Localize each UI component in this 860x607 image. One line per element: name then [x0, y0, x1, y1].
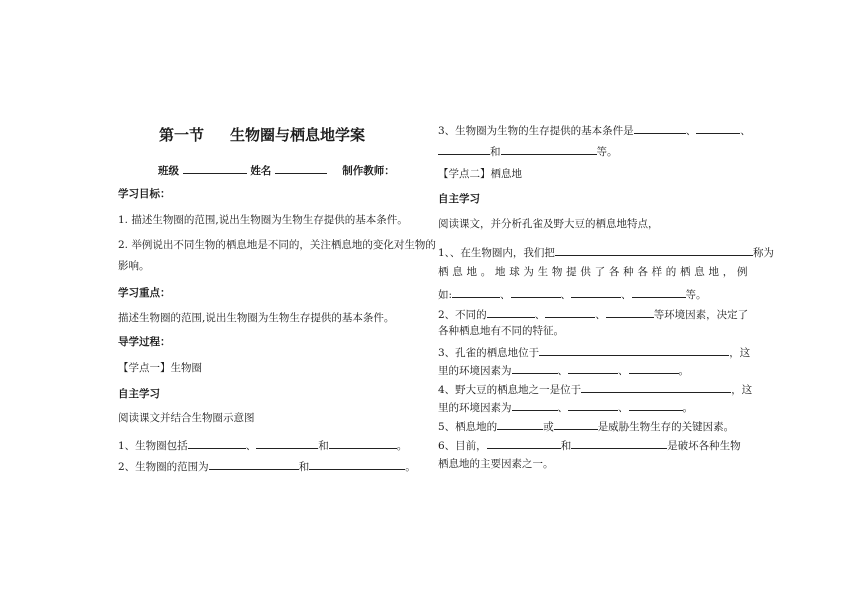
blank[interactable]: [497, 418, 543, 430]
blank[interactable]: [438, 143, 490, 155]
class-label: 班级: [158, 165, 179, 177]
page-title: [159, 128, 365, 142]
blank[interactable]: [487, 437, 561, 449]
blank[interactable]: [512, 399, 558, 411]
blank[interactable]: [329, 437, 397, 449]
blank[interactable]: [511, 286, 561, 298]
blank[interactable]: [487, 306, 535, 318]
goal-item-1: 1. 描述生物圈的范围,说出生物圈为生物生存提供的基本条件。: [118, 214, 408, 226]
blank[interactable]: [581, 381, 731, 393]
point2-question-2: 2、不同的 、 、 等环境因素，决定了: [438, 306, 748, 322]
blank[interactable]: [554, 418, 598, 430]
point2-question-3-cont: 里的环境因素为 、 、 。: [438, 362, 689, 378]
point2-question-2-cont: 各种栖息地有不同的特征。: [438, 325, 564, 337]
blank[interactable]: [571, 286, 621, 298]
point1-reading: 阅读课文并结合生物圈示意图: [118, 412, 255, 424]
point2-label: 【学点二】栖息地: [438, 168, 522, 180]
key-points-text: 描述生物圈的范围,说出生物圈为生物生存提供的基本条件。: [118, 312, 395, 324]
point2-question-1-cont: 栖 息 地 。 地 球 为 生 物 提 供 了 各 种 各 样 的 栖 息 地 ， 例: [438, 266, 748, 278]
blank[interactable]: [634, 122, 686, 134]
blank[interactable]: [545, 306, 595, 318]
point2-reading: 阅读课文，并分析孔雀及野大豆的栖息地特点，: [438, 218, 659, 230]
point1-self-study: 自主学习: [118, 388, 160, 400]
point1-question-3-cont: 和 等。: [438, 143, 618, 159]
blank[interactable]: [512, 362, 558, 374]
point2-question-5: 5、栖息地的 或 是威胁生物生存的关键因素。: [438, 418, 734, 434]
goal-item-2: 2. 举例说出不同生物的栖息地是不同的，关注栖息地的变化对生物的: [118, 239, 436, 251]
point2-question-3: 3、孔雀的栖息地位于 ，这: [438, 344, 750, 360]
class-blank[interactable]: [183, 162, 247, 174]
header-fields: [158, 162, 395, 178]
name-label: 姓名: [250, 165, 272, 177]
blank[interactable]: [256, 437, 318, 449]
point2-question-4: 4、野大豆的栖息地之一是位于 ，这: [438, 381, 752, 397]
blank[interactable]: [539, 344, 729, 356]
section-title: 生物圈与栖息地学案: [230, 126, 366, 144]
key-points-heading: 学习重点：: [118, 287, 171, 299]
goal-item-2-cont: 影响。: [118, 260, 150, 272]
blank[interactable]: [571, 437, 667, 449]
name-blank[interactable]: [275, 162, 327, 174]
process-heading: 导学过程：: [118, 336, 171, 348]
blank[interactable]: [501, 143, 597, 155]
point1-question-2: 2、生物圈的范围为 和 。: [118, 458, 416, 474]
point2-question-6: 6、目前， 和 是破坏各种生物: [438, 437, 741, 453]
point2-question-6-cont: 栖息地的主要因素之一。: [438, 458, 554, 470]
point2-question-1-examples: 如: 、 、 、 等。: [438, 286, 707, 302]
blank[interactable]: [209, 458, 299, 470]
blank[interactable]: [632, 286, 686, 298]
point2-question-1: 1、、在生物圈内，我们把 称为: [438, 244, 774, 260]
point2-question-4-cont: 里的环境因素为 、 、 。: [438, 399, 693, 415]
point2-self-study: 自主学习: [438, 193, 480, 205]
blank[interactable]: [696, 122, 740, 134]
blank[interactable]: [188, 437, 246, 449]
point1-question-1: 1、生物圈包括 、 和 。: [118, 437, 407, 453]
blank[interactable]: [606, 306, 654, 318]
section-number: 第一节: [159, 126, 205, 144]
teacher-label: 制作教师：: [342, 165, 395, 177]
blank[interactable]: [568, 362, 618, 374]
blank[interactable]: [568, 399, 618, 411]
blank[interactable]: [629, 362, 679, 374]
blank[interactable]: [452, 286, 500, 298]
blank[interactable]: [555, 244, 753, 256]
blank[interactable]: [629, 399, 683, 411]
point1-question-3: 3、生物圈为生物的生存提供的基本条件是 、 、: [438, 122, 751, 138]
goals-heading: 学习目标：: [118, 188, 171, 200]
blank[interactable]: [309, 458, 405, 470]
point1-label: 【学点一】生物圈: [118, 362, 202, 374]
